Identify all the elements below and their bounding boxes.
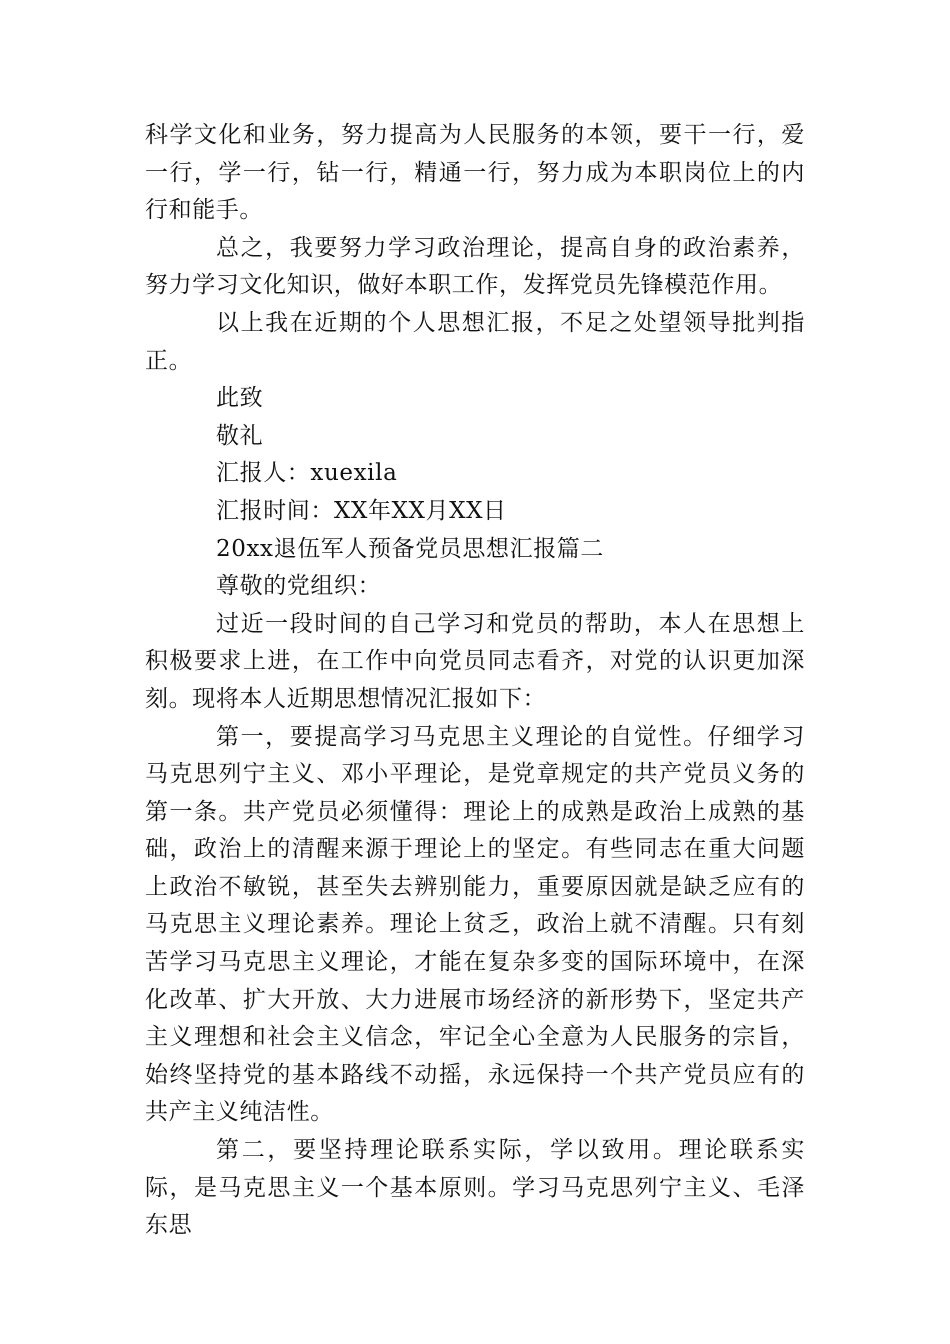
- section-title: 20xx退伍军人预备党员思想汇报篇二: [216, 535, 605, 562]
- paragraph: 以上我在近期的个人思想汇报，不足之处望领导批判指正。: [145, 309, 805, 374]
- reporter-line: 汇报人：xuexila: [216, 460, 398, 487]
- paragraph: 科学文化和业务，努力提高为人民服务的本领，要干一行，爱一行，学一行，钻一行，精通一行，努力成为本职岗位上的内行和能手。: [145, 122, 805, 224]
- document-body: [145, 117, 805, 1245]
- paragraph: 第一，要提高学习马克思主义理论的自觉性。仔细学习马克思列宁主义、邓小平理论，是党章规定的共产党员义务的第一条。共产党员必须懂得：理论上的成熟是政治上成熟的基础，政治上的清醒来源于理论上的坚定。有些同志在重大问题上政治不敏锐，甚至失去辨别能力，重要原因就是缺乏应有的马克思主义理论素养。理论上贫乏，政治上就不清醒。只有刻苦学习马克思主义理论，才能在复杂多变的国际环境中，在深化改革、扩大开放、大力进展市场经济的新形势下，坚定共产主义理想和社会主义信念，牢记全心全意为人民服务的宗旨，始终坚持党的基本路线不动摇，永远保持一个共产党员应有的共产主义纯洁性。: [145, 723, 805, 1126]
- salutation: 尊敬的党组织：: [216, 573, 382, 600]
- paragraph: 总之，我要努力学习政治理论，提高自身的政治素养，努力学习文化知识，做好本职工作，发挥党员先锋模范作用。: [145, 234, 805, 299]
- report-date-line: 汇报时间：XX年XX月XX日: [216, 497, 507, 524]
- paragraph: 过近一段时间的自己学习和党员的帮助，本人在思想上积极要求上进，在工作中向党员同志看齐，对党的认识更加深刻。现将本人近期思想情况汇报如下：: [145, 610, 805, 712]
- closing-regards: 敬礼: [216, 422, 264, 449]
- paragraph: 第二，要坚持理论联系实际，学以致用。理论联系实际，是马克思主义一个基本原则。学习马克思列宁主义、毛泽东思: [145, 1137, 805, 1239]
- closing-salutation: 此致: [216, 385, 264, 412]
